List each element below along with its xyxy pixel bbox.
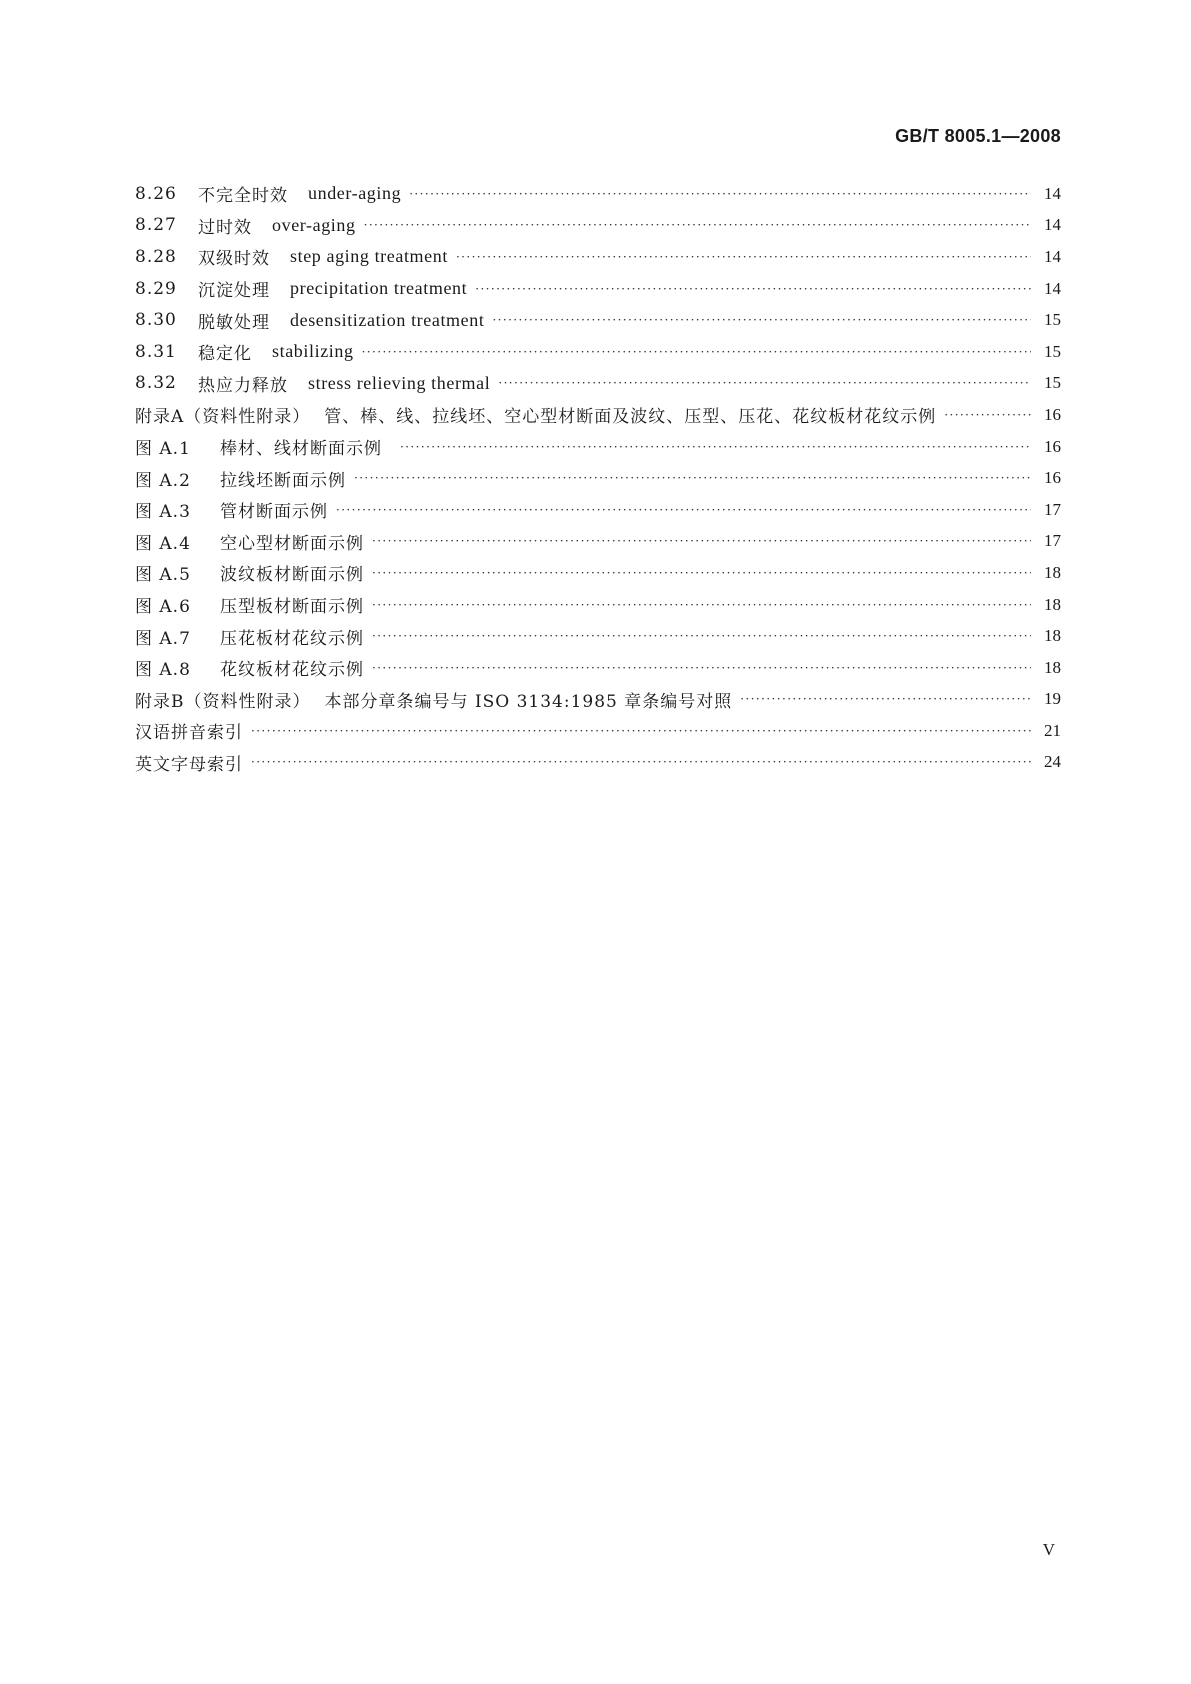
toc-page-number: 16 — [1044, 404, 1061, 424]
toc-figure-number: 图 A.1 — [135, 439, 191, 460]
toc-entry-8-26[interactable] — [135, 178, 1061, 210]
toc-title-zh: 本部分章条编号与 ISO 3134:1985 章条编号对照 — [324, 691, 733, 712]
toc-title-en: stabilizing — [272, 341, 354, 362]
toc-entry-8-31[interactable] — [135, 336, 1061, 368]
toc-number: 8.31 — [135, 341, 177, 362]
toc-title-zh: 花纹板材花纹示例 — [220, 660, 364, 681]
toc-figure-number: 图 A.5 — [135, 565, 191, 586]
dot-leader — [372, 599, 1031, 611]
toc-number: 8.30 — [135, 310, 177, 331]
toc-title-zh: 过时效 — [198, 217, 252, 238]
toc-title-zh: 汉语拼音索引 — [135, 723, 243, 744]
toc-entry-english-index[interactable] — [135, 747, 1061, 779]
toc-entry-8-30[interactable] — [135, 304, 1061, 336]
toc-entry-figure-a8[interactable] — [135, 652, 1061, 684]
toc-title-en: desensitization treatment — [290, 309, 485, 330]
toc-title-en: under-aging — [308, 183, 402, 204]
toc-title-zh: 双级时效 — [198, 249, 270, 270]
toc-page-number: 15 — [1044, 341, 1061, 361]
toc-entry-figure-a5[interactable] — [135, 557, 1061, 589]
dot-leader — [372, 535, 1031, 547]
toc-title-zh: 棒材、线材断面示例 — [220, 439, 382, 460]
page-number: V — [1042, 1540, 1055, 1559]
dot-leader — [498, 377, 1031, 389]
toc-page-number: 16 — [1044, 468, 1061, 488]
toc-title-zh: 脱敏处理 — [198, 312, 270, 333]
toc-entry-appendix-b[interactable] — [135, 684, 1061, 716]
dot-leader — [944, 409, 1031, 421]
toc-number: 8.32 — [135, 373, 177, 394]
dot-leader — [362, 346, 1031, 358]
toc-page-number: 14 — [1044, 215, 1061, 235]
toc-figure-number: 图 A.6 — [135, 597, 191, 618]
toc-page-number: 18 — [1044, 594, 1061, 614]
toc-number: 8.29 — [135, 278, 177, 299]
toc-title-zh: 不完全时效 — [198, 186, 288, 207]
toc-page-number: 15 — [1044, 373, 1061, 393]
dot-leader — [372, 662, 1031, 674]
standard-code: GB/T 8005.1—2008 — [895, 126, 1061, 146]
toc-page-number: 14 — [1044, 183, 1061, 203]
toc-title-en: step aging treatment — [290, 246, 448, 267]
toc-entry-figure-a7[interactable] — [135, 620, 1061, 652]
toc-title-zh: 沉淀处理 — [198, 281, 270, 302]
toc-title-zh: 拉线坯断面示例 — [220, 470, 346, 491]
dot-leader — [456, 251, 1031, 263]
toc-title-en: precipitation treatment — [290, 278, 468, 299]
table-of-contents — [135, 178, 1061, 778]
toc-entry-figure-a1[interactable] — [135, 431, 1061, 463]
toc-entry-pinyin-index[interactable] — [135, 715, 1061, 747]
toc-page-number: 18 — [1044, 657, 1061, 677]
dot-leader — [400, 441, 1031, 453]
toc-appendix-label: 附录A（资料性附录） — [135, 407, 311, 428]
toc-title-en: stress relieving thermal — [308, 372, 491, 393]
toc-figure-number: 图 A.8 — [135, 660, 191, 681]
toc-title-en: over-aging — [272, 214, 356, 235]
toc-title-zh: 压花板材花纹示例 — [220, 628, 364, 649]
toc-title-zh: 空心型材断面示例 — [220, 533, 364, 554]
toc-figure-number: 图 A.4 — [135, 533, 191, 554]
toc-number: 8.27 — [135, 215, 177, 236]
toc-page-number: 14 — [1044, 246, 1061, 266]
dot-leader — [364, 219, 1031, 231]
toc-number: 8.26 — [135, 183, 177, 204]
dot-leader — [740, 693, 1031, 705]
toc-number: 8.28 — [135, 246, 177, 267]
dot-leader — [372, 630, 1031, 642]
toc-entry-8-32[interactable] — [135, 368, 1061, 400]
toc-appendix-label: 附录B（资料性附录） — [135, 691, 311, 712]
toc-title-zh: 英文字母索引 — [135, 754, 243, 775]
toc-page-number: 17 — [1044, 531, 1061, 551]
dot-leader — [336, 504, 1031, 516]
toc-entry-figure-a2[interactable] — [135, 462, 1061, 494]
toc-entry-figure-a4[interactable] — [135, 526, 1061, 558]
toc-title-zh: 热应力释放 — [198, 375, 288, 396]
toc-page-number: 16 — [1044, 436, 1061, 456]
toc-figure-number: 图 A.2 — [135, 470, 191, 491]
toc-entry-figure-a6[interactable] — [135, 589, 1061, 621]
toc-entry-figure-a3[interactable] — [135, 494, 1061, 526]
toc-page-number: 18 — [1044, 562, 1061, 582]
toc-title-zh: 管材断面示例 — [220, 502, 328, 523]
dot-leader — [475, 283, 1031, 295]
dot-leader — [251, 725, 1031, 737]
toc-page-number: 15 — [1044, 310, 1061, 330]
toc-title-zh: 稳定化 — [198, 344, 252, 365]
toc-title-zh: 管、棒、线、拉线坯、空心型材断面及波纹、压型、压花、花纹板材花纹示例 — [324, 407, 937, 428]
toc-figure-number: 图 A.7 — [135, 628, 191, 649]
toc-page-number: 19 — [1044, 689, 1061, 709]
toc-entry-8-27[interactable] — [135, 210, 1061, 242]
toc-title-zh: 压型板材断面示例 — [220, 597, 364, 618]
dot-leader — [251, 756, 1031, 768]
toc-page-number: 17 — [1044, 499, 1061, 519]
toc-entry-appendix-a[interactable] — [135, 399, 1061, 431]
dot-leader — [492, 314, 1031, 326]
toc-page-number: 14 — [1044, 278, 1061, 298]
dot-leader — [409, 188, 1031, 200]
toc-figure-number: 图 A.3 — [135, 502, 191, 523]
toc-page-number: 18 — [1044, 626, 1061, 646]
toc-title-zh: 波纹板材断面示例 — [220, 565, 364, 586]
toc-entry-8-29[interactable] — [135, 273, 1061, 305]
dot-leader — [372, 567, 1031, 579]
dot-leader — [354, 472, 1031, 484]
toc-entry-8-28[interactable] — [135, 241, 1061, 273]
toc-page-number: 21 — [1044, 720, 1061, 740]
toc-page-number: 24 — [1044, 752, 1061, 772]
